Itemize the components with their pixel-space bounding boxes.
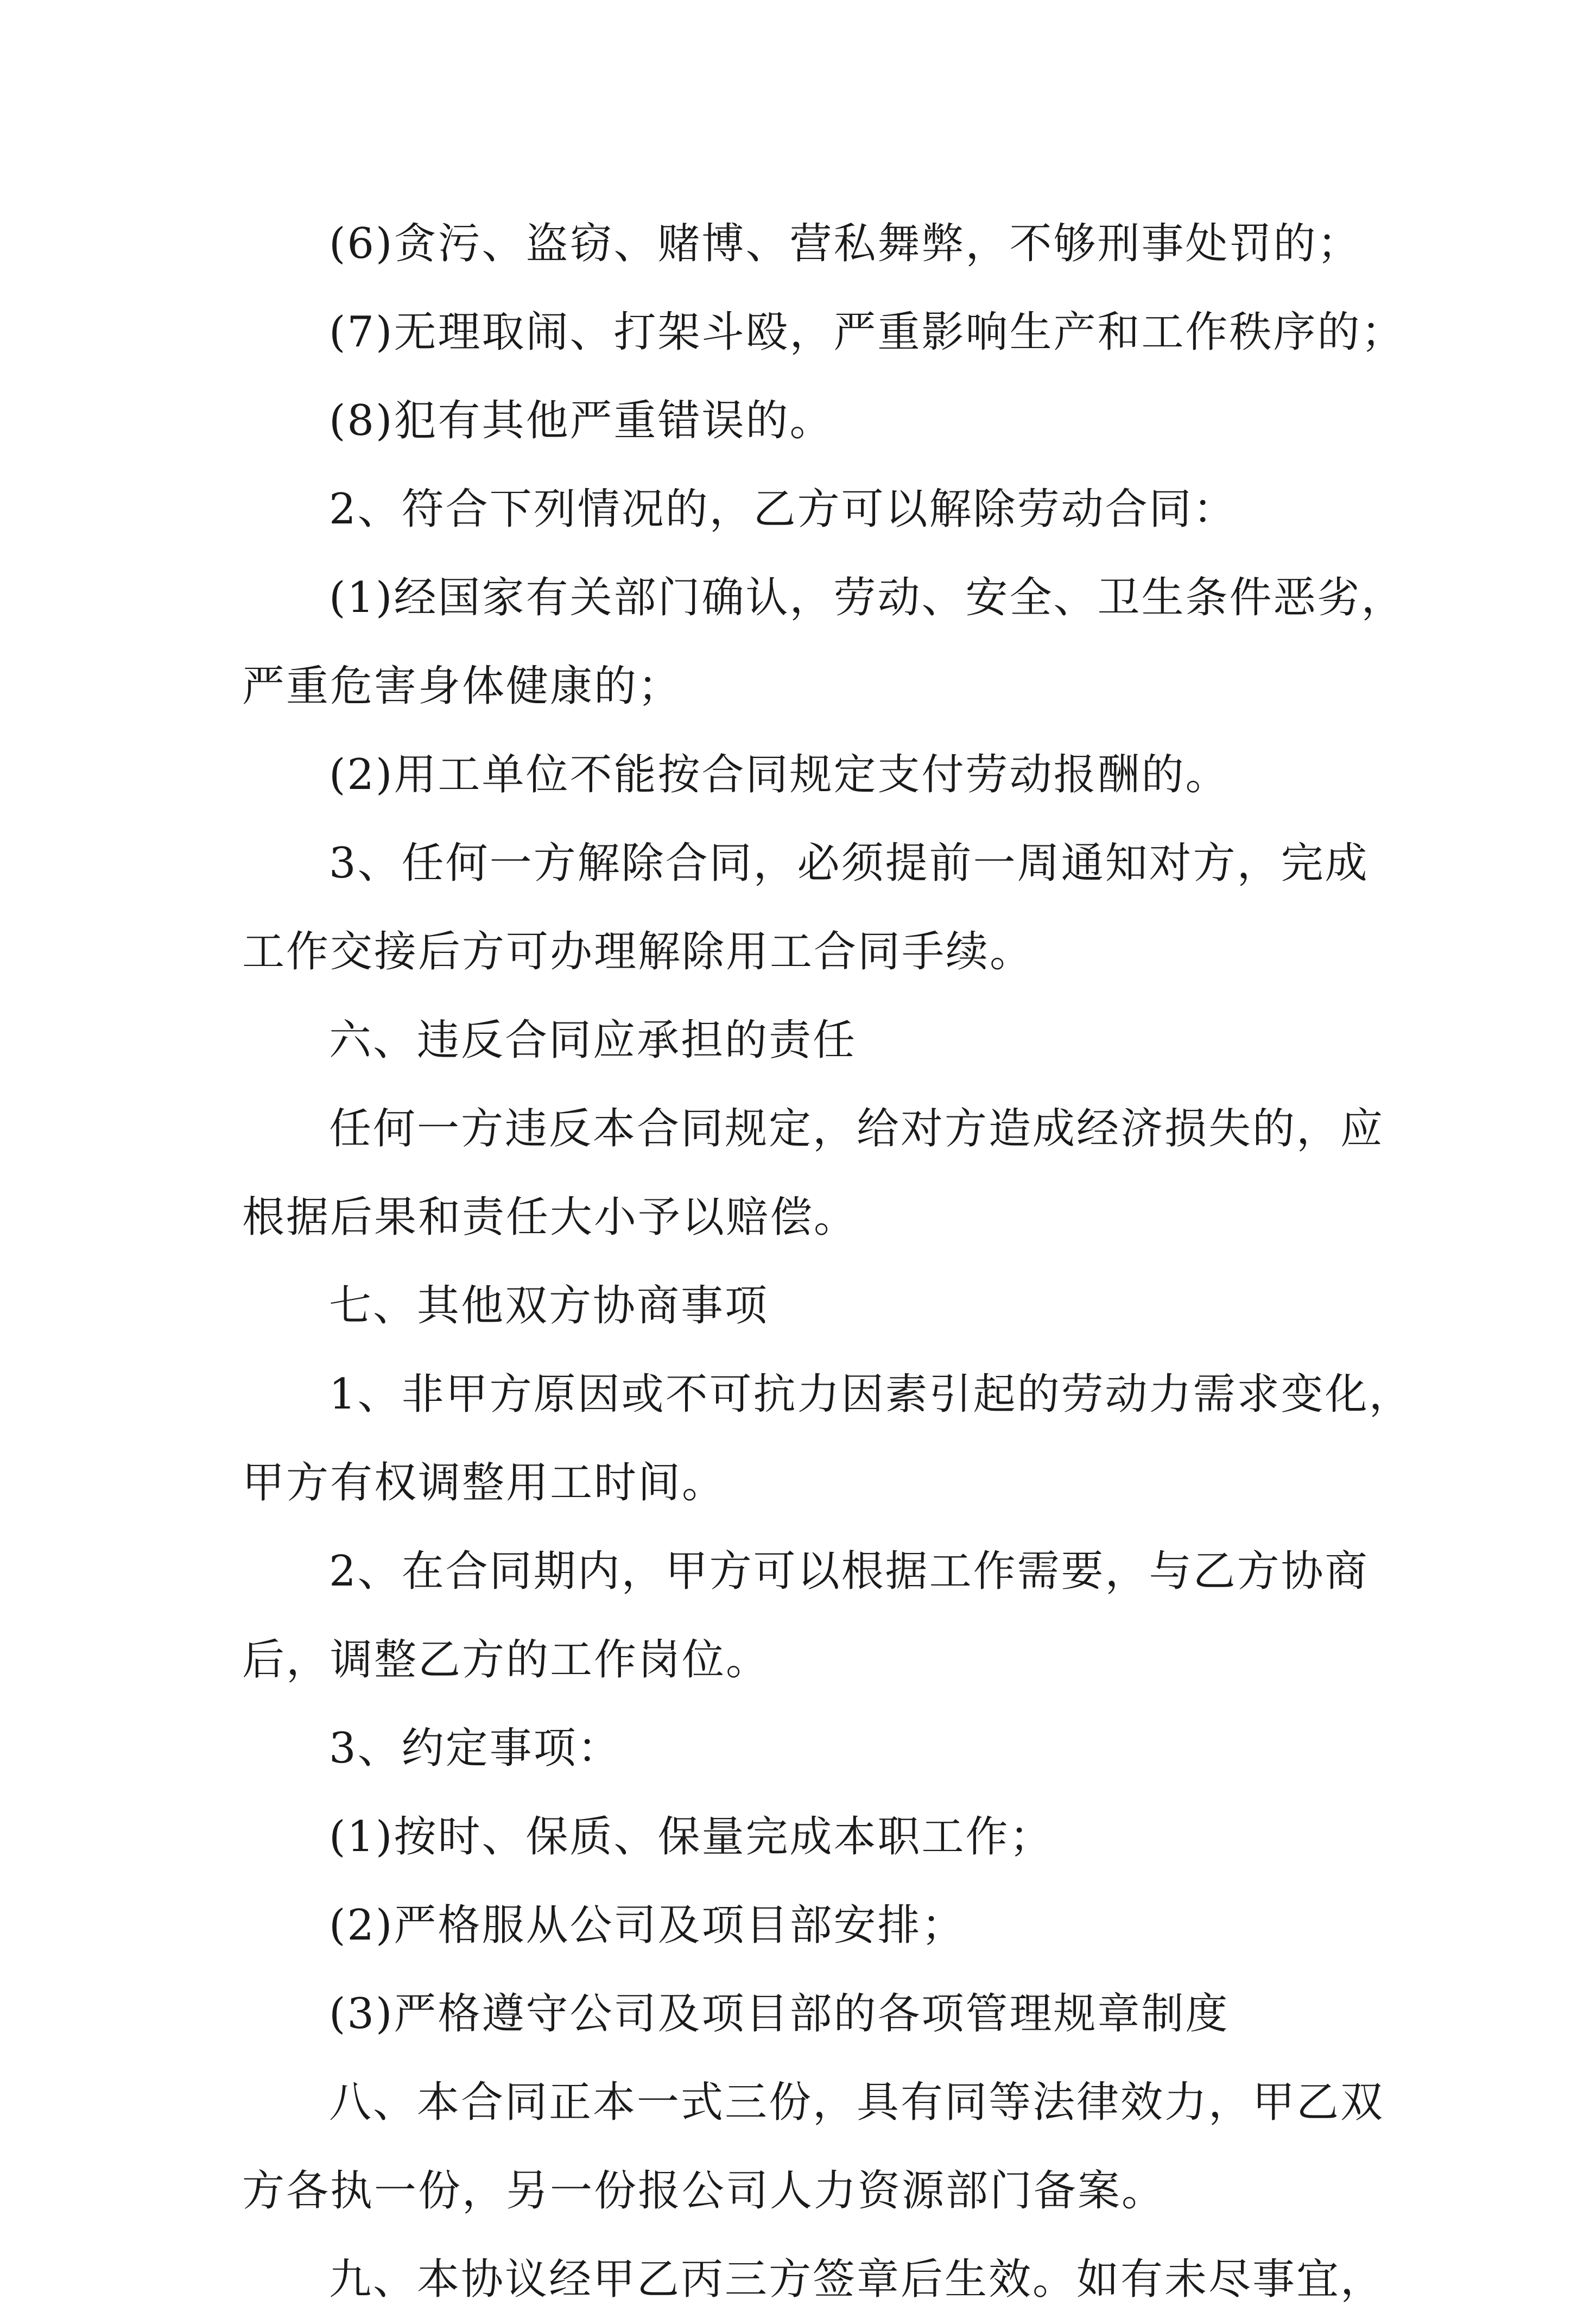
text-line: 工作交接后方可办理解除用工合同手续。 bbox=[242, 927, 1034, 976]
text-line: (6)贪污、盗窃、赌博、营私舞弊，不够刑事处罚的； bbox=[329, 219, 1361, 268]
text-line: 2、在合同期内，甲方可以根据工作需要，与乙方协商 bbox=[329, 1547, 1369, 1596]
section-heading: 七、其他双方协商事项 bbox=[329, 1281, 769, 1330]
text-line: (3)严格遵守公司及项目部的各项管理规章制度 bbox=[329, 1990, 1230, 2038]
section-heading: 六、违反合同应承担的责任 bbox=[329, 1016, 857, 1065]
text-line: (1)经国家有关部门确认，劳动、安全、卫生条件恶劣， bbox=[329, 573, 1405, 622]
text-line: (2)用工单位不能按合同规定支付劳动报酬的。 bbox=[329, 750, 1230, 799]
text-line: (1)按时、保质、保量完成本职工作； bbox=[329, 1813, 1054, 1861]
text-line: 严重危害身体健康的； bbox=[242, 662, 682, 711]
text-line: (8)犯有其他严重错误的。 bbox=[329, 396, 834, 445]
text-line: 任何一方违反本合同规定，给对方造成经济损失的，应 bbox=[329, 1104, 1385, 1153]
text-line: (7)无理取闹、打架斗殴，严重影响生产和工作秩序的； bbox=[329, 308, 1405, 357]
text-line: 方各执一份，另一份报公司人力资源部门备案。 bbox=[242, 2167, 1166, 2215]
section-heading: 九、本协议经甲乙丙三方签章后生效。如有未尽事宜， bbox=[329, 2255, 1385, 2304]
text-line: 2、符合下列情况的，乙方可以解除劳动合同： bbox=[329, 485, 1237, 534]
text-line: (2)严格服从公司及项目部安排； bbox=[329, 1901, 966, 1950]
section-heading: 八、本合同正本一式三份，具有同等法律效力，甲乙双 bbox=[329, 2078, 1385, 2127]
text-line: 后，调整乙方的工作岗位。 bbox=[242, 1635, 770, 1684]
document-body bbox=[242, 200, 1413, 2324]
text-line: 根据后果和责任大小予以赔偿。 bbox=[242, 1193, 858, 1242]
text-line: 3、任何一方解除合同，必须提前一周通知对方，完成 bbox=[329, 839, 1369, 888]
text-line: 1、非甲方原因或不可抗力因素引起的劳动力需求变化， bbox=[329, 1370, 1413, 1419]
text-line: 3、约定事项： bbox=[329, 1724, 622, 1773]
text-line: 甲方有权调整用工时间。 bbox=[242, 1458, 726, 1507]
